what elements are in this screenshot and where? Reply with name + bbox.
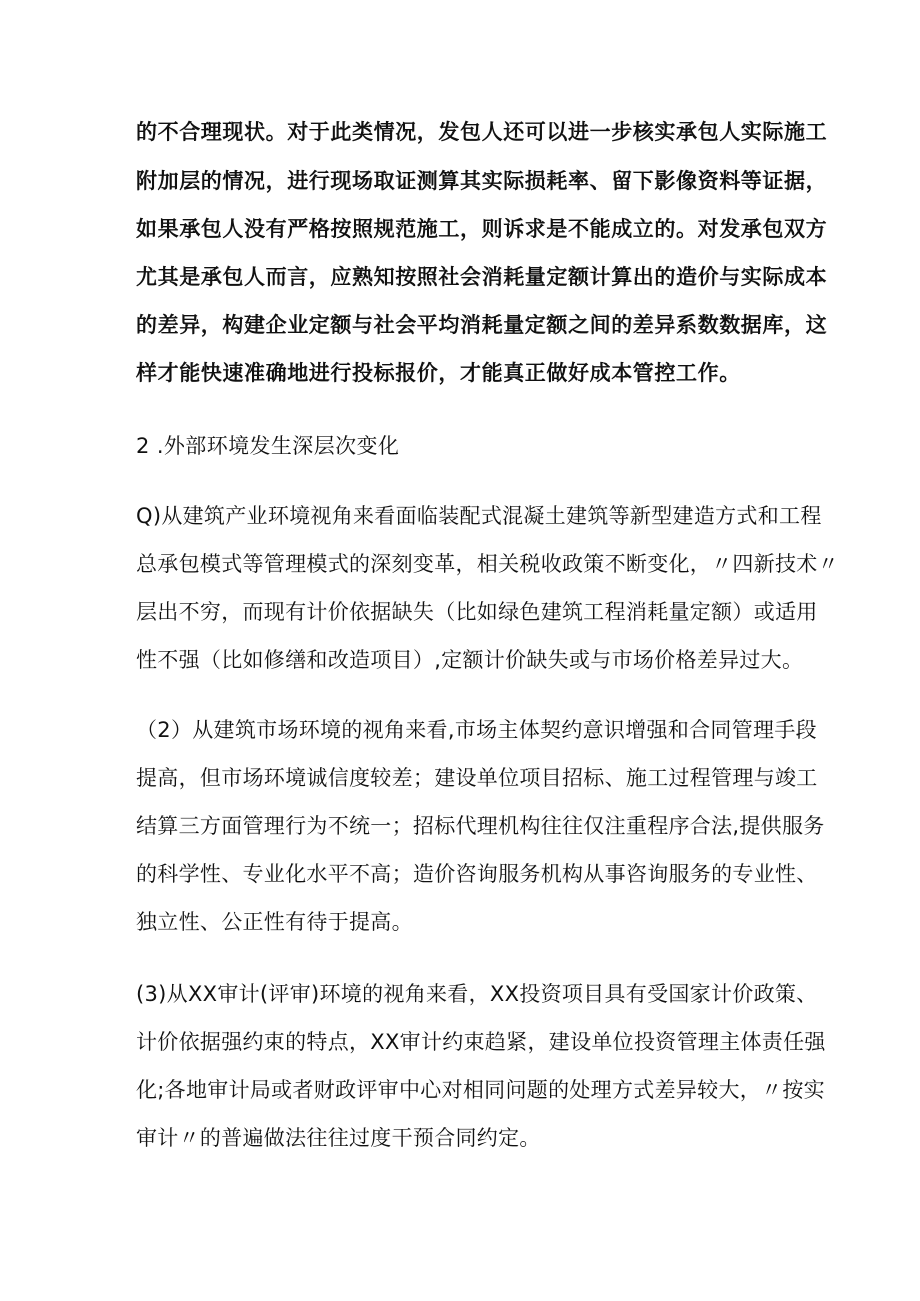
paragraph-line: 层出不穷，而现有计价依据缺失（比如绿色建筑工程消耗量定额）或适用 xyxy=(136,600,818,624)
paragraph-line: 尤其是承包人而言，应熟知按照社会消耗量定额计算出的造价与实际成本 xyxy=(136,265,828,289)
paragraph-line: 如果承包人没有严格按照规范施工，则诉求是不能成立的。对发承包双方 xyxy=(136,217,828,241)
paragraph-line: 的科学性、专业化水平不高；造价咨询服务机构从事咨询服务的专业性、 xyxy=(136,862,818,886)
paragraph-line: Q)从建筑产业环境视角来看面临装配式混凝土建筑等新型建造方式和工程 xyxy=(136,504,822,528)
paragraph-line: 审计〃的普遍做法往往过度干预合同约定。 xyxy=(136,1126,541,1150)
paragraph-line: （2）从建筑市场环境的视角来看,市场主体契约意识增强和合同管理手段 xyxy=(136,718,817,742)
paragraph-line: 结算三方面管理行为不统一；招标代理机构往往仅注重程序合法,提供服务 xyxy=(136,814,825,838)
paragraph-line: 提高，但市场环境诚信度较差；建设单位项目招标、施工过程管理与竣工 xyxy=(136,766,818,790)
paragraph-line: 样才能快速准确地进行投标报价，才能真正做好成本管控工作。 xyxy=(136,361,741,385)
paragraph-line: 总承包模式等管理模式的深刻变革，相关税收政策不断变化，〃四新技术〃 xyxy=(136,552,839,576)
section-heading: 2 .外部环境发生深层次变化 xyxy=(136,434,400,458)
paragraph-line: 独立性、公正性有待于提高。 xyxy=(136,910,413,934)
paragraph-line: 附加层的情况，进行现场取证测算其实际损耗率、留下影像资料等证据， xyxy=(136,169,828,193)
paragraph-line: 的不合理现状。对于此类情况，发包人还可以进一步核实承包人实际施工 xyxy=(136,120,828,144)
paragraph-line: 计价依据强约束的特点，XX审计约束趋紧，建设单位投资管理主体责任强 xyxy=(136,1030,826,1054)
paragraph-line: (3)从XX审计(评审)环境的视角来看，XX投资项目具有受国家计价政策、 xyxy=(136,982,818,1006)
paragraph-line: 性不强（比如修缮和改造项目）,定额计价缺失或与市场价格差异过大。 xyxy=(136,648,804,672)
paragraph-line: 的差异，构建企业定额与社会平均消耗量定额之间的差异系数数据库，这 xyxy=(136,313,828,337)
paragraph-line: 化;各地审计局或者财政评审中心对相同问题的处理方式差异较大，〃按实 xyxy=(136,1078,825,1102)
